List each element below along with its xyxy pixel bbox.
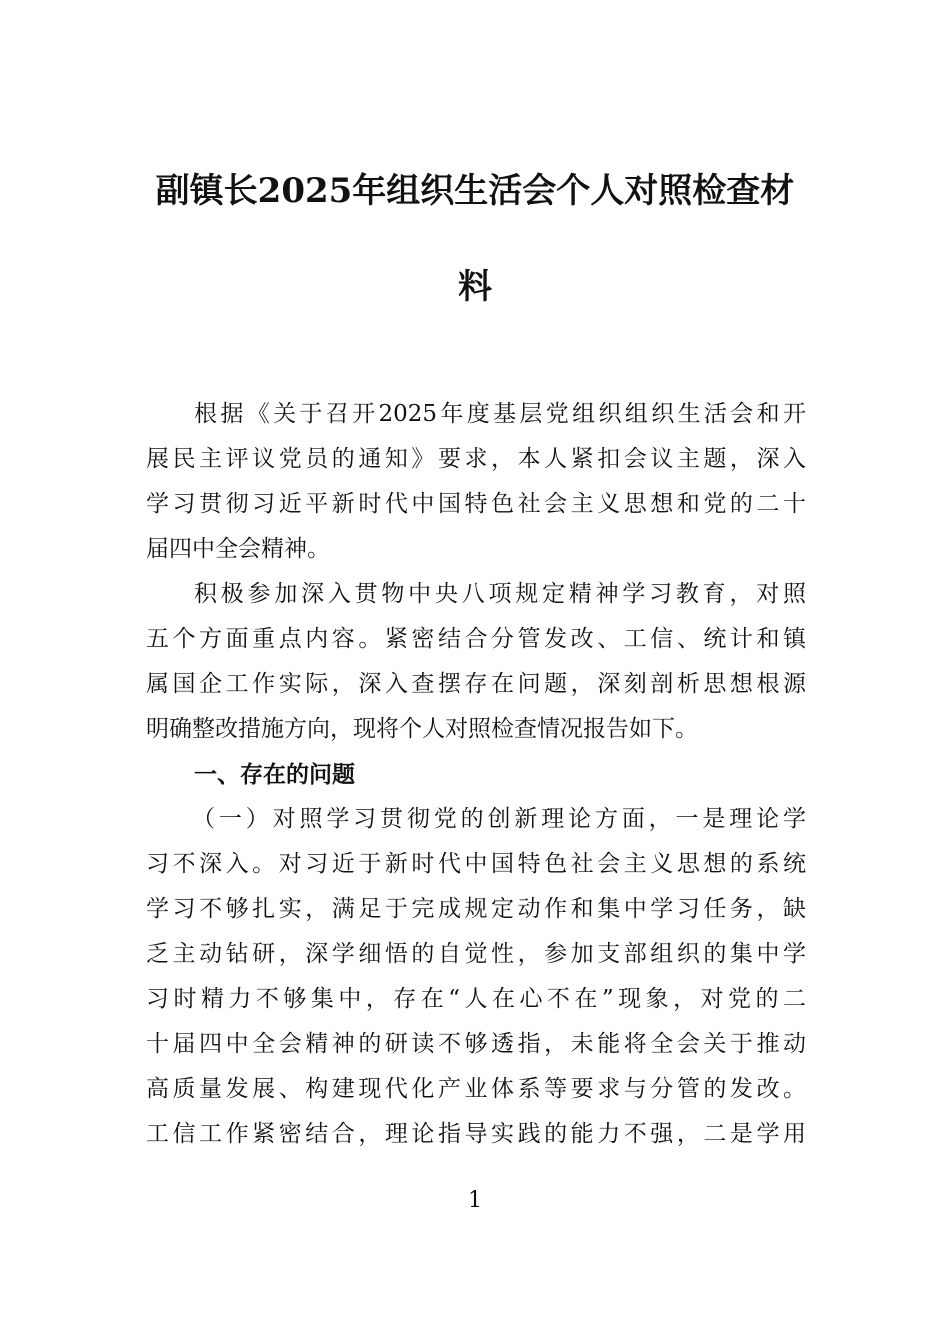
text-line: 乏主动钻研，深学细悟的自觉性，参加支部组织的集中学 <box>146 941 806 967</box>
text-line: 展民主评议党员的通知》要求，本人紧扣会议主题，深入 <box>146 446 806 472</box>
text-line: （一）对照学习贯彻党的创新理论方面，一是理论学 <box>192 806 806 832</box>
paragraph-issues <box>146 797 806 1157</box>
text-line: 明确整改措施方向，现将个人对照检查情况报告如下。 <box>146 716 698 742</box>
text-line: 学习贯彻习近平新时代中国特色社会主义思想和党的二十 <box>146 491 806 517</box>
section-heading: 一、存在的问题 <box>194 761 355 788</box>
text-line: 习时精力不够集中，存在“人在心不在”现象，对党的二 <box>146 986 806 1012</box>
page-number: 1 <box>468 1188 482 1213</box>
text-line: 高质量发展、构建现代化产业体系等要求与分管的发改。 <box>146 1076 806 1102</box>
text-line: 十届四中全会精神的研读不够透指，未能将全会关于推动 <box>146 1031 806 1057</box>
text-line: 根据《关于召开2025年度基层党组织组织生活会和开 <box>194 401 806 427</box>
text-line: 习不深入。对习近于新时代中国特色社会主义思想的系统 <box>146 851 806 877</box>
text-line: 届四中全会精神。 <box>146 536 330 562</box>
text-line: 五个方面重点内容。紧密结合分管发改、工信、统计和镇 <box>146 626 806 652</box>
text-line: 积极参加深入贯物中央八项规定精神学习教育，对照 <box>194 581 806 607</box>
document-body <box>146 392 806 1157</box>
text-line: 学习不够扎实，满足于完成规定动作和集中学习任务，缺 <box>146 896 806 922</box>
text-line: 属国企工作实际，深入查摆存在问题，深刻剖析思想根源 <box>146 671 806 697</box>
text-line: 工信工作紧密结合，理论指导实践的能力不强，二是学用 <box>146 1121 806 1147</box>
document-title-line-2: 料 <box>458 267 492 307</box>
paragraph-scope <box>146 572 806 752</box>
paragraph-intro <box>146 392 806 572</box>
document-title-line-1: 副镇长2025年组织生活会个人对照检查材 <box>155 171 795 211</box>
